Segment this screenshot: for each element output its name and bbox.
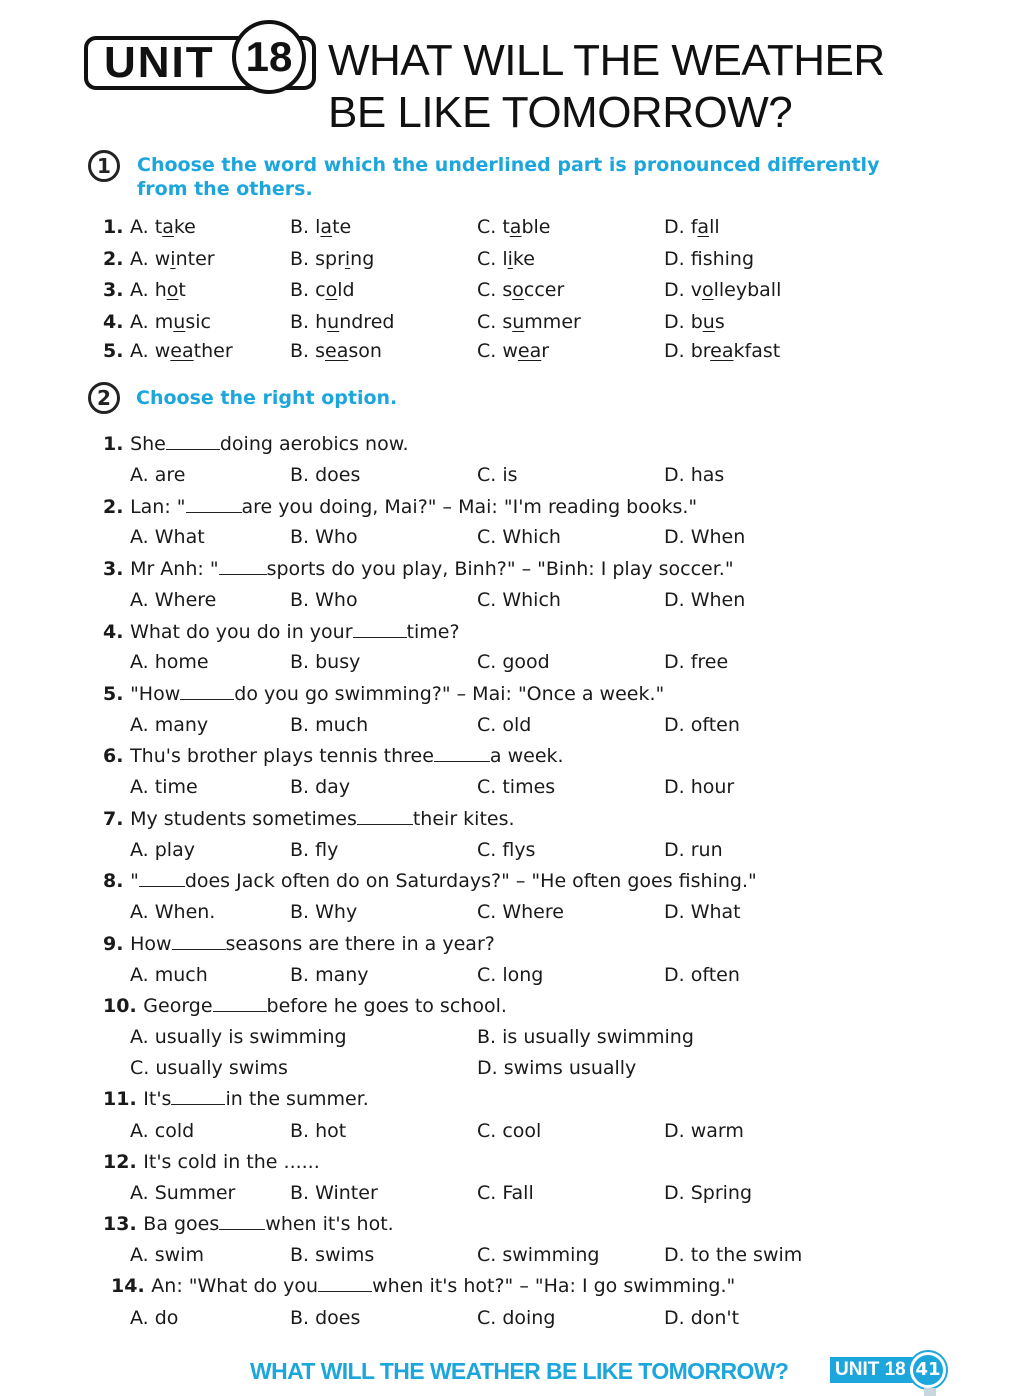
question-number: 7. bbox=[103, 808, 131, 830]
answer-option[interactable]: D. When bbox=[664, 526, 746, 548]
question-number: 3. bbox=[103, 558, 131, 580]
answer-option[interactable]: D. bus bbox=[664, 311, 725, 333]
answer-option[interactable]: B. cold bbox=[290, 279, 355, 301]
answer-blank[interactable] bbox=[171, 1087, 225, 1105]
page-title-line2: BE LIKE TOMORROW? bbox=[328, 88, 793, 137]
question-text: 2. Lan: " are you doing, Mai?" – Mai: "I'm reading books." bbox=[103, 496, 698, 518]
answer-option[interactable]: D. fall bbox=[664, 216, 720, 238]
answer-option[interactable]: C. flys bbox=[477, 839, 536, 861]
answer-blank[interactable] bbox=[139, 869, 185, 887]
answer-option[interactable]: C. Which bbox=[477, 526, 561, 548]
answer-blank[interactable] bbox=[357, 807, 413, 825]
answer-option[interactable]: C. swimming bbox=[477, 1244, 600, 1266]
question-text: 8. " does Jack often do on Saturdays?" – "He often goes fishing." bbox=[103, 870, 757, 892]
answer-option[interactable]: C. like bbox=[477, 248, 535, 270]
answer-option[interactable]: B. does bbox=[290, 1307, 361, 1329]
answer-option[interactable]: A. What bbox=[130, 526, 205, 548]
answer-option[interactable]: B. swims bbox=[290, 1244, 375, 1266]
answer-option[interactable]: C. Which bbox=[477, 589, 561, 611]
answer-option[interactable]: B. fly bbox=[290, 839, 339, 861]
question-number: 5. bbox=[103, 340, 124, 362]
answer-option[interactable]: D. volleyball bbox=[664, 279, 782, 301]
footer-unit-badge: UNIT 18 bbox=[830, 1357, 914, 1383]
section-1-title-line1: Choose the word which the underlined part is pronounced differently bbox=[137, 154, 880, 176]
answer-option[interactable]: A. take bbox=[130, 216, 196, 238]
answer-blank[interactable] bbox=[434, 744, 490, 762]
page-number: 41 bbox=[910, 1352, 946, 1388]
answer-option[interactable]: C. summer bbox=[477, 311, 581, 333]
answer-option[interactable]: A. Summer bbox=[130, 1182, 236, 1204]
answer-option[interactable]: D. free bbox=[664, 651, 729, 673]
question-text: 6. Thu's brother plays tennis three a week. bbox=[103, 745, 564, 767]
answer-option[interactable]: A. much bbox=[130, 964, 208, 986]
answer-option[interactable]: C. Where bbox=[477, 901, 564, 923]
answer-option[interactable]: D. What bbox=[664, 901, 741, 923]
section-1-number: 1 bbox=[88, 150, 120, 182]
answer-option[interactable]: A. swim bbox=[130, 1244, 204, 1266]
footer-title: WHAT WILL THE WEATHER BE LIKE TOMORROW? bbox=[250, 1358, 789, 1384]
section-2-title: Choose the right option. bbox=[136, 387, 398, 409]
answer-option[interactable]: A. When. bbox=[130, 901, 216, 923]
answer-option[interactable]: B. is usually swimming bbox=[477, 1026, 694, 1048]
answer-blank[interactable] bbox=[180, 682, 234, 700]
answer-option[interactable]: A. winter bbox=[130, 248, 215, 270]
question-number: 5. bbox=[103, 683, 131, 705]
answer-option[interactable]: D. often bbox=[664, 964, 740, 986]
unit-word: UNIT bbox=[104, 38, 215, 87]
answer-option[interactable]: D. hour bbox=[664, 776, 735, 798]
question-text: 11. It's in the summer. bbox=[103, 1088, 369, 1110]
answer-option[interactable]: D. swims usually bbox=[477, 1057, 637, 1079]
answer-option[interactable]: B. day bbox=[290, 776, 351, 798]
question-text: 9. How seasons are there in a year? bbox=[103, 933, 495, 955]
answer-option[interactable]: A. time bbox=[130, 776, 198, 798]
answer-blank[interactable] bbox=[219, 1212, 265, 1230]
answer-blank[interactable] bbox=[172, 932, 226, 950]
answer-option[interactable]: C. is bbox=[477, 464, 518, 486]
answer-option[interactable]: B. Winter bbox=[290, 1182, 378, 1204]
answer-blank[interactable] bbox=[353, 620, 407, 638]
answer-option[interactable]: B. hundred bbox=[290, 311, 395, 333]
answer-option[interactable]: C. soccer bbox=[477, 279, 565, 301]
question-number: 14. bbox=[111, 1275, 152, 1297]
answer-option[interactable]: A. do bbox=[130, 1307, 179, 1329]
question-number: 10. bbox=[103, 995, 144, 1017]
answer-option[interactable]: C. long bbox=[477, 964, 544, 986]
answer-blank[interactable] bbox=[213, 994, 267, 1012]
answer-option[interactable]: B. Who bbox=[290, 589, 358, 611]
answer-option[interactable]: D. fshing bbox=[664, 248, 755, 270]
answer-option[interactable]: B. season bbox=[290, 340, 382, 362]
answer-option[interactable]: A. play bbox=[130, 839, 195, 861]
question-number: 13. bbox=[103, 1213, 144, 1235]
question-number: 3. bbox=[103, 279, 124, 301]
answer-option[interactable]: B. spring bbox=[290, 248, 375, 270]
question-text: 5. "How do you go swimming?" – Mai: "Once a week." bbox=[103, 683, 665, 705]
answer-option[interactable]: C. table bbox=[477, 216, 551, 238]
answer-option[interactable]: A. weather bbox=[130, 340, 233, 362]
question-text: 7. My students sometimes their kites. bbox=[103, 808, 515, 830]
answer-option[interactable]: B. Who bbox=[290, 526, 358, 548]
answer-option[interactable]: C. Fall bbox=[477, 1182, 534, 1204]
question-text: 1. She doing aerobics now. bbox=[103, 433, 409, 455]
answer-option[interactable]: A. many bbox=[130, 714, 209, 736]
answer-option[interactable]: A. Where bbox=[130, 589, 217, 611]
question-text: 3. Mr Anh: " sports do you play, Binh?" – "Binh: I play soccer." bbox=[103, 558, 734, 580]
answer-option[interactable]: D. breakfast bbox=[664, 340, 781, 362]
answer-option[interactable]: A. home bbox=[130, 651, 209, 673]
answer-option[interactable]: D. to the swim bbox=[664, 1244, 803, 1266]
question-number: 6. bbox=[103, 745, 131, 767]
question-text: 4. What do you do in your time? bbox=[103, 621, 460, 643]
answer-blank[interactable] bbox=[186, 495, 242, 513]
question-text: 14. An: "What do you when it's hot?" – "Ha: I go swimming." bbox=[111, 1275, 736, 1297]
answer-option[interactable]: B. hot bbox=[290, 1120, 347, 1142]
answer-option[interactable]: A. cold bbox=[130, 1120, 195, 1142]
answer-option[interactable]: D. has bbox=[664, 464, 725, 486]
answer-option[interactable]: B. many bbox=[290, 964, 369, 986]
answer-option[interactable]: D. run bbox=[664, 839, 723, 861]
answer-option[interactable]: A. hot bbox=[130, 279, 186, 301]
answer-option[interactable]: C. times bbox=[477, 776, 556, 798]
question-number: 1. bbox=[103, 216, 124, 238]
answer-option[interactable]: C. usually swims bbox=[130, 1057, 288, 1079]
question-number: 1. bbox=[103, 433, 131, 455]
question-text: 10. George before he goes to school. bbox=[103, 995, 507, 1017]
answer-option[interactable]: D. warm bbox=[664, 1120, 744, 1142]
footer-tab-decoration bbox=[924, 1388, 936, 1396]
question-number: 12. bbox=[103, 1151, 144, 1173]
question-text: 13. Ba goes when it's hot. bbox=[103, 1213, 394, 1235]
question-number: 4. bbox=[103, 621, 131, 643]
question-number: 4. bbox=[103, 311, 124, 333]
answer-blank[interactable] bbox=[318, 1274, 372, 1292]
question-number: 9. bbox=[103, 933, 131, 955]
section-1-title-line2: from the others. bbox=[137, 178, 313, 200]
answer-blank[interactable] bbox=[219, 557, 267, 575]
answer-blank[interactable] bbox=[166, 432, 220, 450]
question-number: 11. bbox=[103, 1088, 144, 1110]
section-2-number: 2 bbox=[88, 382, 120, 414]
answer-option[interactable]: D. often bbox=[664, 714, 740, 736]
question-number: 2. bbox=[103, 496, 131, 518]
answer-option[interactable]: A. are bbox=[130, 464, 186, 486]
answer-option[interactable]: B. late bbox=[290, 216, 352, 238]
answer-option[interactable]: C. doing bbox=[477, 1307, 556, 1329]
answer-option[interactable]: C. good bbox=[477, 651, 550, 673]
answer-option[interactable]: B. busy bbox=[290, 651, 361, 673]
answer-option[interactable]: C. cool bbox=[477, 1120, 542, 1142]
question-number: 8. bbox=[103, 870, 131, 892]
page-title-line1: WHAT WILL THE WEATHER bbox=[328, 36, 885, 85]
answer-option[interactable]: D. don't bbox=[664, 1307, 740, 1329]
answer-option[interactable]: A. usually is swimming bbox=[130, 1026, 347, 1048]
answer-option[interactable]: B. much bbox=[290, 714, 369, 736]
unit-number-badge: 18 bbox=[232, 20, 306, 94]
answer-option[interactable]: A. music bbox=[130, 311, 211, 333]
answer-option[interactable]: D. When bbox=[664, 589, 746, 611]
answer-option[interactable]: C. old bbox=[477, 714, 532, 736]
question-text: 12. It's cold in the ...... bbox=[103, 1151, 320, 1173]
answer-option[interactable]: D. Spring bbox=[664, 1182, 753, 1204]
answer-option[interactable]: B. does bbox=[290, 464, 361, 486]
answer-option[interactable]: C. wear bbox=[477, 340, 550, 362]
question-number: 2. bbox=[103, 248, 124, 270]
answer-option[interactable]: B. Why bbox=[290, 901, 358, 923]
